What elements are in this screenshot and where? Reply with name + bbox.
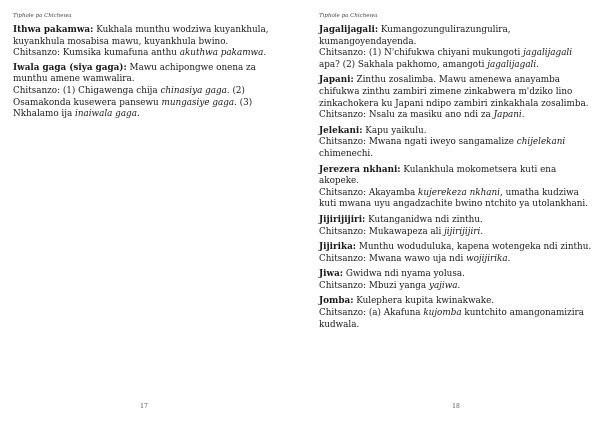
example-term: mungasiye gaga <box>161 97 235 108</box>
example: Chitsanzo: Mukawapeza ali jijirijijiri. <box>319 226 484 237</box>
definition: Zinthu zosalimba. Mawu amenewa anayamba chifukwa zinthu zambiri zimene zinkabwera m'dziko lino zinkachokera ku Japani ndipo zambiri zinkakhala zosalimba. <box>319 75 589 109</box>
definition: Kutanganidwa ndi zinthu. <box>368 214 483 225</box>
left-page <box>0 0 288 424</box>
running-head: Tiphole pa Chichewa <box>13 13 72 19</box>
definition: Kulankhula mokometsera kuti ena akopeke. <box>319 164 557 187</box>
example: Chitsanzo: (1) N'chifukwa chiyani mukungoti jagalijagali apa? (2) Sakhala pakhomo, amangoti jagalijagali. <box>319 48 573 70</box>
definition: Mawu achipongwe onena za munthu amene wamwalira. <box>13 62 256 85</box>
dictionary-entry-jelekani <box>319 126 592 161</box>
example: Chitsanzo: Akayamba kujerekeza nkhani, umatha kudziwa kuti mwana uyu angadzachite bwino ntchito ya utolankhani. <box>319 187 589 210</box>
page-number: 18 <box>452 403 460 410</box>
example-term: yajiwa <box>428 280 458 291</box>
dictionary-entry-japani <box>319 75 592 121</box>
definition: Kulephera kupita kwinakwake. <box>356 296 495 307</box>
headword: Jomba: <box>319 296 354 307</box>
example-term: kujomba <box>423 308 462 319</box>
definition: Kumangozungulirazungulira, kumangoyendayenda. <box>319 25 511 47</box>
definition: Gwidwa ndi nyama yolusa. <box>345 269 465 280</box>
headword: Japani: <box>319 75 354 86</box>
example: Chitsanzo: Mwana wawo uja ndi wojijirika. <box>319 253 511 264</box>
right-page <box>312 0 600 424</box>
example-term: wojijirika <box>466 253 508 264</box>
definition: Kapu yaikulu. <box>365 125 427 136</box>
headword: Jelekani: <box>319 125 363 136</box>
dictionary-entry-jijirika <box>319 242 592 265</box>
example: Chitsanzo: (a) Akafuna kujomba kuntchito amangonamizira kudwala. <box>319 308 584 330</box>
example-term: jagalijagali <box>487 59 537 70</box>
dictionary-entry-jagalijagali <box>319 25 592 71</box>
example: Chitsanzo: Mwana ngati iweyo sangamalize chijelekani chimenechi. <box>319 137 566 159</box>
definition: Munthu woduduluka, kapena wotengeka ndi zinthu. <box>358 242 592 253</box>
example: Chitsanzo: Kumsika kumafuna anthu akuthwa pakamwa. <box>13 48 267 59</box>
dictionary-entry-jomba <box>319 296 592 331</box>
headword: Jerezera nkhani: <box>319 164 401 175</box>
example-term: chinasiya gaga <box>160 85 227 96</box>
example-term: akuthwa pakamwa <box>179 48 264 59</box>
example-term: jijirijijiri <box>444 226 481 237</box>
example-term: kujerekeza nkhani <box>418 187 500 198</box>
headword: Jiwa: <box>319 269 344 280</box>
dictionary-entry-ithwa-pakamwa <box>13 25 278 60</box>
example-term: inaiwala gaga <box>75 109 137 120</box>
example: Chitsanzo: Mbuzi yanga yajiwa. <box>319 280 461 291</box>
dictionary-entry-jerezera-nkhani <box>319 165 592 211</box>
headword: Jagalijagali: <box>319 25 379 35</box>
example-term: jagalijagali <box>523 48 573 59</box>
headword: Jijirijijiri: <box>319 214 366 225</box>
dictionary-entry-jiwa <box>319 269 592 292</box>
headword: Iwala gaga (siya gaga): <box>13 62 127 73</box>
headword: Ithwa pakamwa: <box>13 25 94 35</box>
dictionary-entry-jijirijijiri <box>319 215 592 238</box>
example-term: chijelekani <box>516 137 566 148</box>
example-term: Japani <box>493 110 522 121</box>
headword: Jijirika: <box>319 242 357 253</box>
running-head: Tiphole pa Chichewa <box>319 13 378 19</box>
dictionary-entry-iwala-gaga <box>13 63 278 121</box>
page-number: 17 <box>140 403 148 410</box>
example: Chitsanzo: Nsalu za masiku ano ndi za Japani. <box>319 110 525 121</box>
example: Chitsanzo: (1) Chigawenga chija chinasiya gaga. (2) Osamakonda kusewera pansewu mungasiye gaga. (3) Nkhalamo ija inaiwala gaga. <box>13 85 253 120</box>
definition: Kukhala munthu wodziwa kuyankhula, kuyankhula mosabisa mawu, kuyankhula bwino. <box>13 25 269 47</box>
